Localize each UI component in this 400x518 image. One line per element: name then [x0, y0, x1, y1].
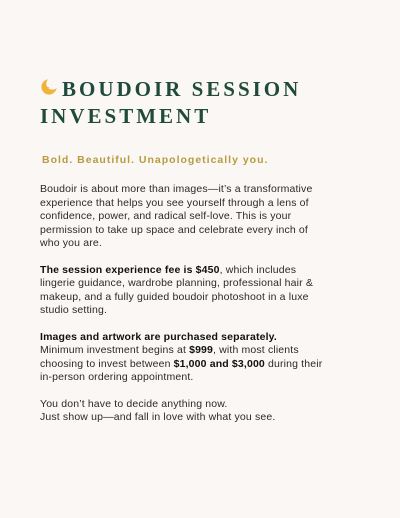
images-heading: Images and artwork are purchased separately. [40, 330, 277, 343]
fee-line: lingerie guidance, wardrobe planning, professional hair & [40, 277, 313, 289]
investment-range-value: $1,000 and $3,000 [173, 357, 265, 370]
minimum-investment-line: Minimum investment begins at $999, with most clients [40, 344, 299, 356]
title-line-2: INVESTMENT [40, 104, 212, 128]
title-line-1: BOUDOIR SESSION [62, 77, 302, 101]
session-fee-highlight: The session experience fee is $450 [40, 263, 220, 276]
closing-line: You don’t have to decide anything now. [40, 397, 228, 410]
fee-line-rest: , which includes [219, 263, 297, 276]
session-fee-paragraph [40, 264, 356, 318]
intro-line: experience that helps you see yourself through a lens of [40, 196, 309, 209]
investment-range-line: choosing to invest between $1,000 and $3,000 during their [40, 357, 323, 370]
fee-line [40, 264, 356, 278]
moon-star-icon [40, 78, 58, 96]
intro-line: Boudoir is about more than images—it’s a transformative [40, 183, 313, 195]
intro-paragraph [40, 183, 356, 251]
fee-line: studio setting. [40, 304, 108, 316]
images-paragraph [40, 331, 356, 385]
images-line: in-person ordering appointment. [40, 371, 194, 383]
minimum-investment-value: $999 [189, 344, 214, 356]
intro-line: permission to take up space and celebrate every inch of [40, 223, 308, 236]
closing-paragraph [40, 398, 356, 425]
closing-line: Just show up—and fall in love with what you see. [40, 411, 276, 423]
tagline: Bold. Beautiful. Unapologetically you. [42, 154, 269, 166]
page-title [40, 76, 356, 130]
intro-line: who you are. [40, 237, 102, 249]
fee-line: makeup, and a fully guided boudoir photoshoot in a luxe [40, 290, 309, 303]
intro-line: confidence, power, and radical self-love. This is your [40, 210, 292, 222]
